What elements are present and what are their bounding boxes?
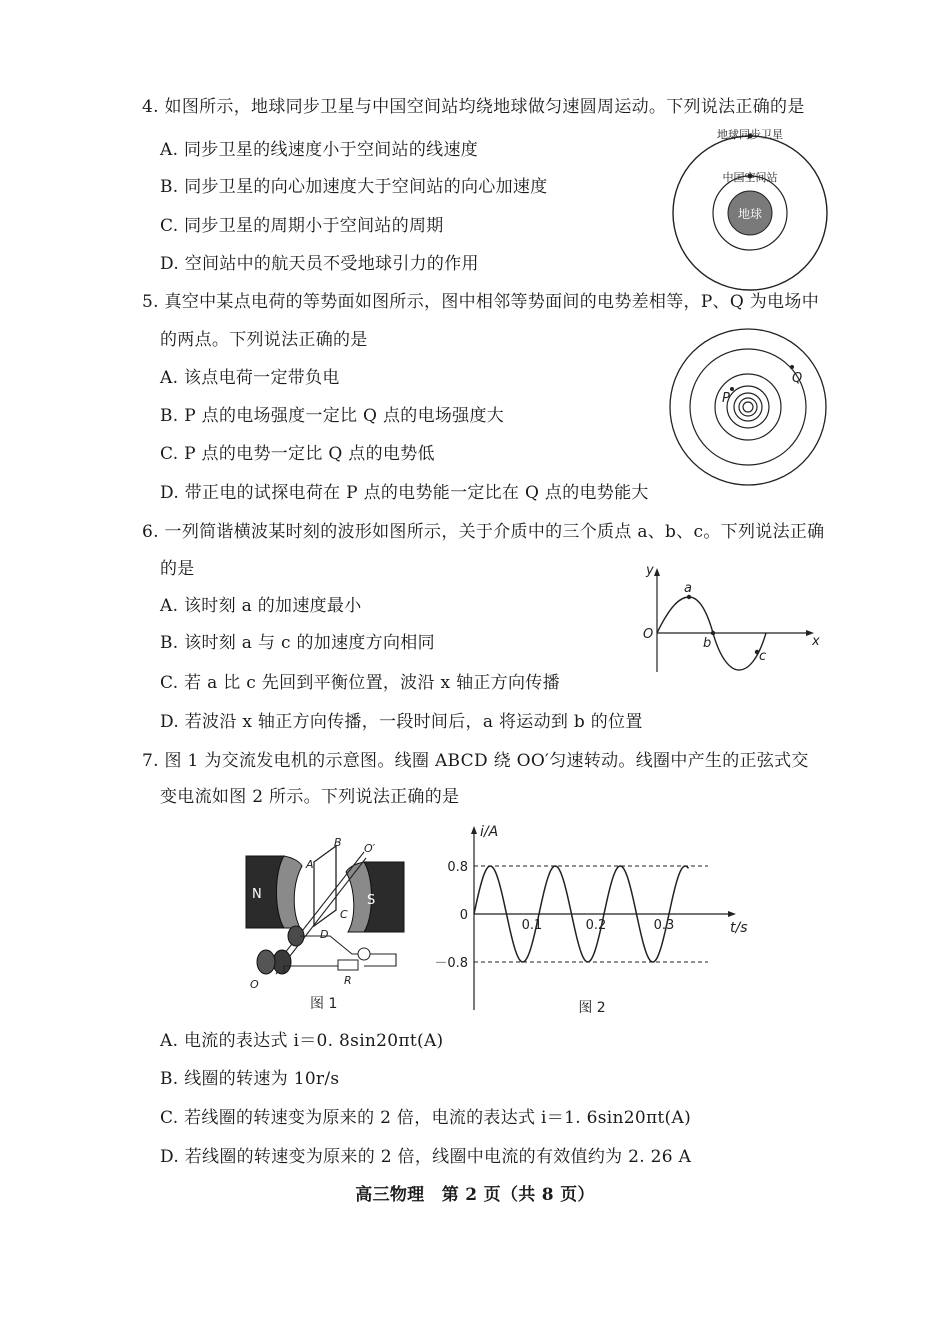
page-footer: 高三物理 第 2 页（共 8 页） [355,1185,595,1205]
wave-x-label: x [812,634,820,649]
point-q [790,365,794,369]
q4-option-d: D. 空间站中的航天员不受地球引力的作用 [160,254,479,274]
station-label: 中国空间站 [722,171,778,184]
chart-xtick-3: 0.3 [653,918,675,933]
q4-stem: 4. 如图所示，地球同步卫星与中国空间站均绕地球做匀速圆周运动。下列说法正确的是 [142,97,805,117]
chart-ytick-top: 0.8 [447,860,468,875]
q-label: Q [792,371,803,386]
q7-option-c: C. 若线圈的转速变为原来的 2 倍，电流的表达式 i＝1. 6sin20πt(A) [160,1108,691,1128]
q4-option-c: C. 同步卫星的周期小于空间站的周期 [160,216,444,236]
q7-stem-line1: 7. 图 1 为交流发电机的示意图。线圈 ABCD 绕 OO′匀速转动。线圈中产生的正弦式交 [142,751,809,771]
q5-option-d: D. 带正电的试探电荷在 P 点的电势能一定比在 Q 点的电势能大 [160,483,649,503]
wave-b-label: b [703,636,712,651]
q6-option-d: D. 若波沿 x 轴正方向传播，一段时间后，a 将运动到 b 的位置 [160,712,643,732]
wave-origin: O [643,627,654,642]
earth-label: 地球 [737,207,763,221]
coil [314,846,336,926]
label-c: C [340,908,348,921]
label-r: R [344,974,352,987]
wave-c-label: c [759,649,767,664]
fig1-caption: 图 1 [310,996,338,1012]
s-label: S [367,893,376,908]
q6-wave-figure [640,560,825,680]
q5-equipotential-figure [668,327,828,487]
q6-option-b: B. 该时刻 a 与 c 的加速度方向相同 [160,633,435,653]
label-a: A [306,858,314,871]
chart-caption: 图 2 [578,1000,606,1016]
label-d: D [320,928,329,941]
q5-stem-line2: 的两点。下列说法正确的是 [160,330,368,350]
label-b: B [334,836,342,849]
q6-option-a: A. 该时刻 a 的加速度最小 [160,596,362,616]
label-o: O [250,978,259,991]
q7-option-d: D. 若线圈的转速变为原来的 2 倍，线圈中电流的有效值约为 2. 26 A [160,1147,692,1167]
wave-a-label: a [684,581,692,596]
chart-x-label: t/s [730,920,748,936]
point-b [711,631,715,635]
q6-stem-line1: 6. 一列简谐横波某时刻的波形如图所示，关于介质中的三个质点 a、b、c。下列说法正确 [142,522,825,542]
sat-label: 地球同步卫星 [717,128,783,141]
label-o-prime: O′ [364,842,376,855]
q4-option-b: B. 同步卫星的向心加速度大于空间站的向心加速度 [160,177,548,197]
chart-y-label: i/A [480,824,499,840]
point-p [730,387,734,391]
wave-y-label: y [646,563,654,578]
q4-orbit-figure [670,120,830,290]
q6-option-c: C. 若 a 比 c 先回到平衡位置，波沿 x 轴正方向传播 [160,673,560,693]
q7-current-chart [430,818,760,1023]
q5-option-a: A. 该点电荷一定带负电 [160,368,340,388]
chart-ytick-bottom: －0.8 [434,956,468,971]
chart-xtick-1: 0.1 [521,918,543,933]
chart-xtick-2: 0.2 [585,918,607,933]
q7-stem-line2: 变电流如图 2 所示。下列说法正确的是 [160,787,460,807]
q7-option-b: B. 线圈的转速为 10r/s [160,1069,340,1089]
q5-stem-line1: 5. 真空中某点电荷的等势面如图所示，图中相邻等势面间的电势差相等，P、Q 为电场中 [142,292,820,312]
q5-option-b: B. P 点的电场强度一定比 Q 点的电场强度大 [160,406,505,426]
q7-generator-figure [240,832,410,1032]
chart-ytick-zero: 0 [459,908,468,923]
n-label: N [252,887,262,902]
q7-option-a: A. 电流的表达式 i＝0. 8sin20πt(A) [160,1031,444,1051]
q4-option-a: A. 同步卫星的线速度小于空间站的线速度 [160,140,479,160]
q5-option-c: C. P 点的电势一定比 Q 点的电势低 [160,444,435,464]
q6-stem-line2: 的是 [160,559,195,579]
p-label: P [722,391,730,406]
